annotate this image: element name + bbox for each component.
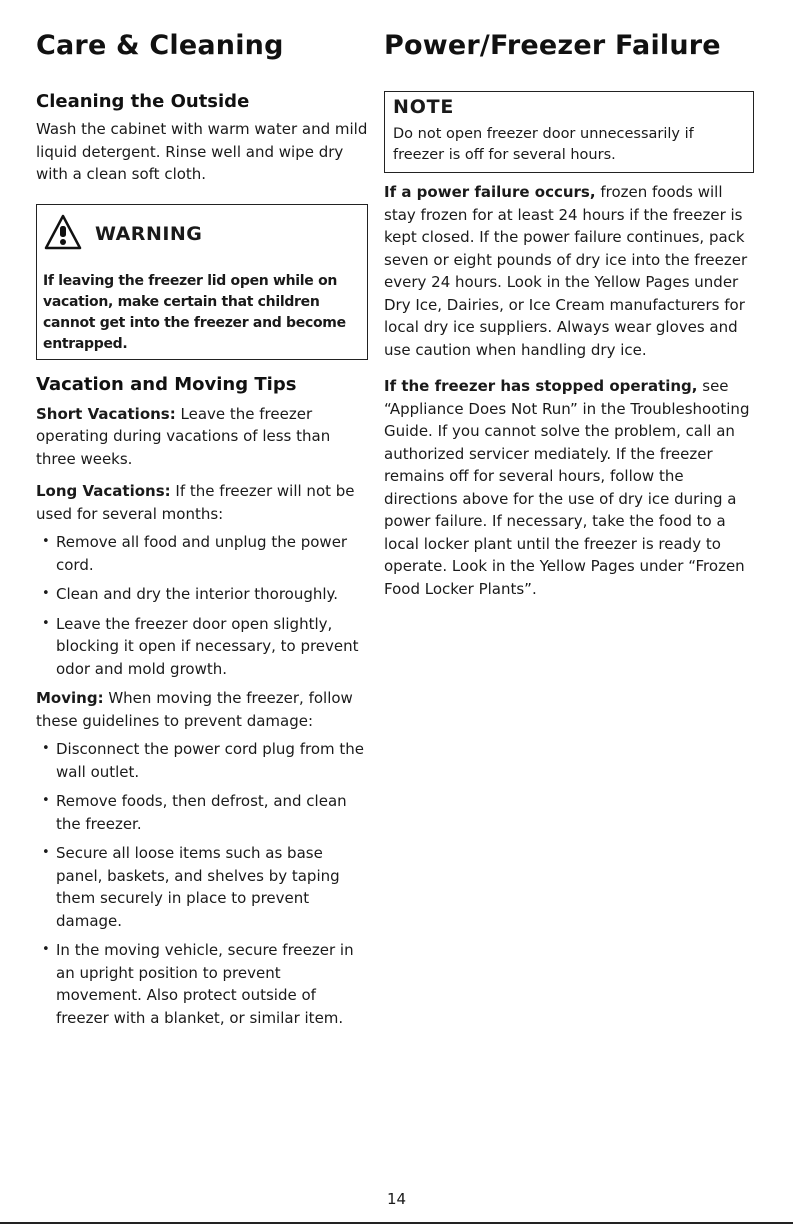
list-item: • Remove foods, then defrost, and clean the freezer. [36, 790, 368, 835]
right-column [384, 30, 756, 600]
cleaning-outside-heading: Cleaning the Outside [36, 91, 250, 112]
warning-box [36, 204, 368, 360]
freezer-stopped-label: If the freezer has stopped operating, [384, 377, 698, 395]
list-item: • Clean and dry the interior thoroughly. [36, 583, 368, 606]
moving-list [36, 738, 368, 1029]
warning-title: WARNING [95, 222, 203, 245]
warning-header [43, 211, 361, 257]
freezer-stopped-paragraph [384, 375, 756, 600]
list-item: • In the moving vehicle, secure freezer in an upright position to prevent movement. Also protect outside of freezer with a blanket, or similar item. [36, 939, 368, 1029]
list-item: • Disconnect the power cord plug from the wall outlet. [36, 738, 368, 783]
short-vacations-text: Leave the freezer operating during vacations of less than three weeks. [36, 404, 331, 468]
power-failure-title: Power/Freezer Failure [384, 30, 721, 61]
note-box [384, 91, 754, 173]
freezer-stopped-text: see “Appliance Does Not Run” in the Troubleshooting Guide. If you cannot solve the problem, call an authorized servicer mediately. If the freezer remains off for several hours, follow the directions above for the use of dry ice during a power failure. If necessary, take the food to a local locker plant until the freezer is ready to operate. Look in the Yellow Pages under “Frozen Food Locker Plants”. [384, 377, 750, 598]
cleaning-outside-text: Wash the cabinet with warm water and mild liquid detergent. Rinse well and wipe dry with a clean soft cloth. [36, 120, 368, 183]
power-failure-text: frozen foods will stay frozen for at least 24 hours if the freezer is kept closed. If the power failure continues, pack seven or eight pounds of dry ice into the freezer every 24 hours. Look in the Yellow Pages under Dry Ice, Dairies, or Ice Cream manufacturers for local dry ice suppliers. Always wear gloves and use caution when handling dry ice. [384, 183, 748, 359]
short-vacations-paragraph [36, 403, 368, 471]
care-cleaning-title: Care & Cleaning [36, 30, 284, 61]
long-vacations-text: If the freezer will not be used for several months: [36, 482, 355, 523]
long-vacations-label: Long Vacations: [36, 482, 171, 500]
note-title: NOTE [393, 96, 455, 118]
long-vacations-paragraph [36, 480, 368, 525]
bottom-rule [0, 1222, 793, 1224]
page-number: 14 [386, 1190, 407, 1208]
list-item: • Remove all food and unplug the power cord. [36, 531, 368, 576]
moving-paragraph [36, 687, 368, 732]
left-column [36, 30, 368, 1036]
moving-label: Moving: [36, 689, 104, 707]
note-text: Do not open freezer door unnecessarily if freezer is off for several hours. [393, 126, 694, 163]
long-vacations-list [36, 531, 368, 680]
power-failure-paragraph [384, 181, 756, 361]
power-failure-label: If a power failure occurs, [384, 183, 596, 201]
list-item: • Secure all loose items such as base panel, baskets, and shelves by taping them securely in place to prevent damage. [36, 842, 368, 932]
warning-text: If leaving the freezer lid open while on vacation, make certain that children cannot get into the freezer and become entrapped. [43, 272, 346, 352]
moving-text: When moving the freezer, follow these guidelines to prevent damage: [36, 689, 353, 730]
warning-triangle-icon [43, 213, 83, 255]
list-item: • Leave the freezer door open slightly, blocking it open if necessary, to prevent odor and mold growth. [36, 613, 368, 681]
short-vacations-label: Short Vacations: [36, 404, 176, 423]
vacation-moving-heading: Vacation and Moving Tips [36, 373, 297, 395]
